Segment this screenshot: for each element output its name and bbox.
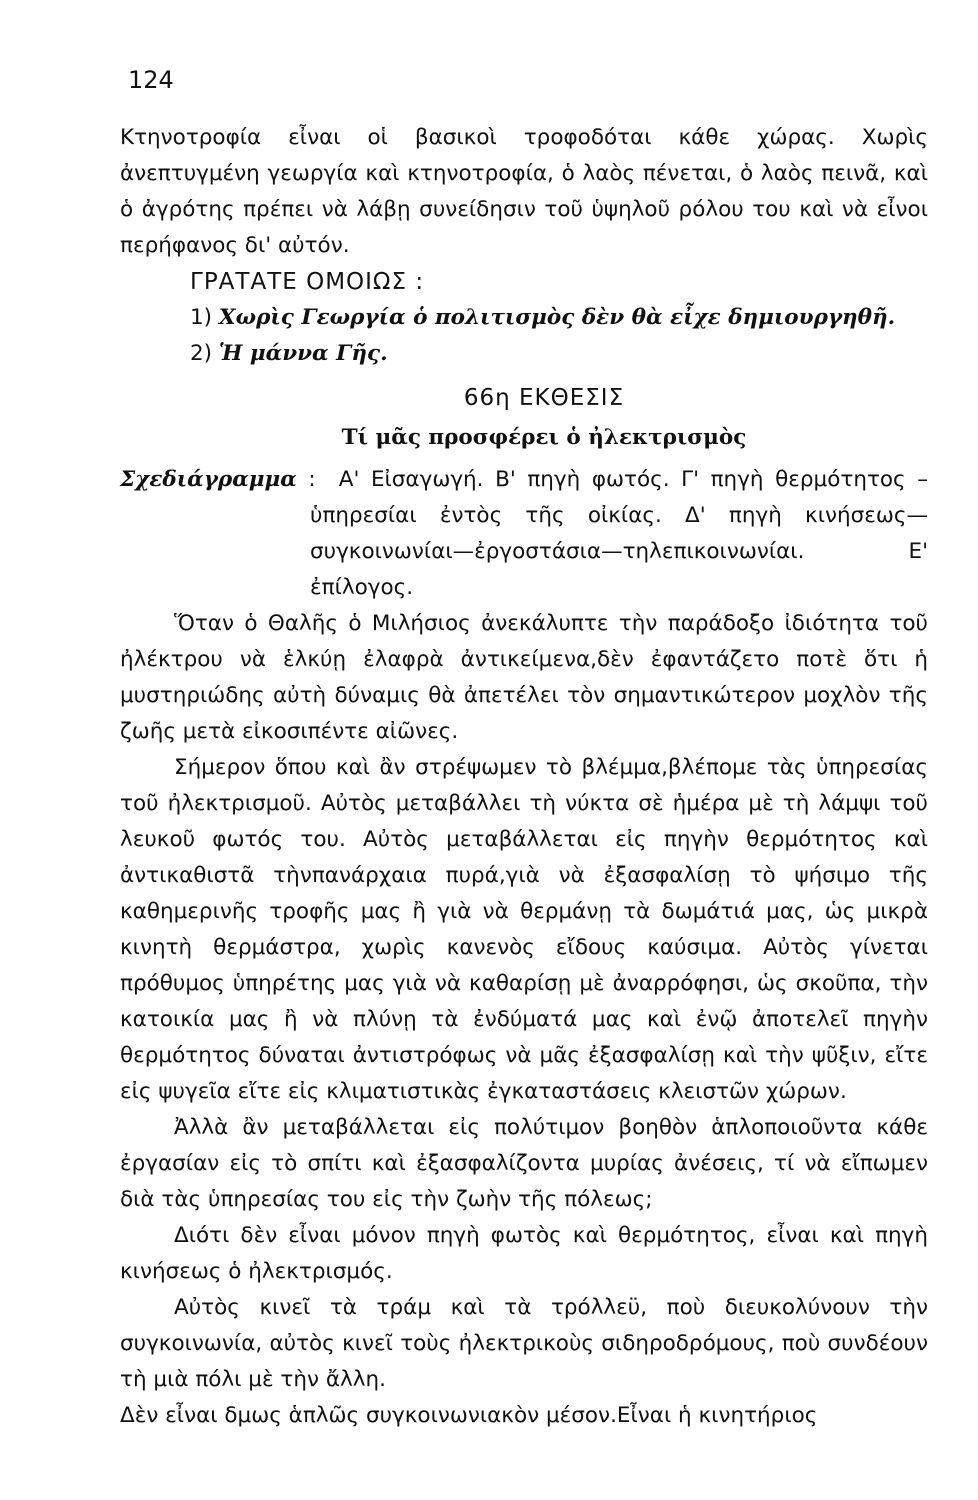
outline-colon: : bbox=[296, 467, 339, 492]
essay-paragraph: Αὐτὸς κινεῖ τὰ τράμ καὶ τὰ τρόλλεϋ, ποὺ διευκολύνουν τὴν συγκοινωνία, αὐτὸς κινεῖ τοὺς ἠλεκτρικοὺς σιδηροδρόμους, ποὺ συνδέουν τὴ μιὰ πόλι μὲ τὴν ἄλλη. bbox=[120, 1295, 928, 1392]
essay-paragraph: Σήμερον ὅπου καὶ ἂν στρέψωμεν τὸ βλέμμα,βλέπομε τὰς ὑπηρεσίας τοῦ ἠλεκτρισμοῦ. Αὐτὸς μεταβάλλει τὴ νύκτα σὲ ἡμέρα μὲ τὴ λάμψι τοῦ λευκοῦ φωτός του. Αὐτὸς μεταβάλλεται εἰς πηγὴν θερμότητος καὶ ἀντικαθιστᾶ τὴνπανάρχαια πυρά,γιὰ νὰ ἐξασφαλίσῃ τὸ ψήσιμο τῆς καθημερινῆς τροφῆς μας ἢ γιὰ νὰ θερμάνῃ τὰ δωμάτιά μας, ὡς μικρὰ κινητὴ θερμάστρα, χωρὶς κανενὸς εἴδους καύσιμα. Αὐτὸς γίνεται πρόθυμος ὑπηρέτης μας γιὰ νὰ καθαρίσῃ μὲ ἀναρρόφησι, ὡς σκοῦπα, τὴν κατοικία μας ἢ νὰ πλύνῃ τὰ ἐνδύματά μας καὶ ἐνῷ ἀποτελεῖ πηγὴν θερμότητος δύναται ἀντιστρόφως νὰ μᾶς ἐξασφαλίσῃ καὶ τὴν ψῦξιν, εἴτε εἰς ψυγεῖα εἴτε εἰς κλιματιστικὰς ἐγκαταστάσεις κλειστῶν χώρων. bbox=[120, 755, 928, 1104]
essay-title: Τί μᾶς προσφέρει ὁ ἠλεκτρισμὸς bbox=[341, 425, 747, 450]
topic-number: 1) bbox=[190, 305, 213, 330]
outline-text: Α' Εἰσαγωγή. Β' πηγὴ φωτός. Γ' πηγὴ θερμότητος – ὑπηρεσίαι ἐντὸς τῆς οἰκίας. Δ' πηγὴ κινήσεως—συγκοινωνίαι—ἐργοστάσια—τηλεπικοινωνίαι. Ε' ἐπίλογος. bbox=[310, 467, 928, 600]
outline-label: Σχεδιάγραμμα bbox=[120, 467, 297, 492]
topic-item bbox=[120, 336, 928, 372]
page-body bbox=[120, 120, 928, 1434]
essay-outline bbox=[120, 462, 928, 606]
write-also-heading: ΓΡΑΤΑΤΕ ΟΜΟΙΩΣ : bbox=[190, 269, 425, 295]
topic-text: Ἡ μάννα Γῆς. bbox=[218, 341, 388, 366]
topic-item bbox=[120, 300, 928, 336]
essay-last-line: Δὲν εἶναι δμως ἁπλῶς συγκοινωνιακὸν μέσον.Εἶναι ἡ κινητήριος bbox=[120, 1403, 818, 1428]
essay-paragraph: Διότι δὲν εἶναι μόνον πηγὴ φωτὸς καὶ θερμότητος, εἶναι καὶ πηγὴ κινήσεως ὁ ἠλεκτρισμός. bbox=[120, 1223, 928, 1284]
page-number: 124 bbox=[128, 66, 174, 94]
topic-number: 2) bbox=[190, 341, 213, 366]
essay-number: 66η ΕΚΘΕΣΙΣ bbox=[463, 385, 625, 411]
intro-paragraph: Κτηνοτροφία εἶναι οἱ βασικοὶ τροφοδόται κάθε χώρας. Χωρὶς ἀνεπτυγμένη γεωργία καὶ κτηνοτροφία, ὁ λαὸς πένεται, ὁ λαὸς πεινᾶ, καὶ ὁ ἀγρότης πρέπει νὰ λάβῃ συνείδησιν τοῦ ὑψηλοῦ ρόλου του καὶ νὰ εἶνοι περήφανος δι' αὐτόν. bbox=[120, 125, 928, 258]
essay-paragraph: Ὅταν ὁ Θαλῆς ὁ Μιλήσιος ἀνεκάλυπτε τὴν παράδοξο ἰδιότητα τοῦ ἠλέκτρου νὰ ἑλκύῃ ἐλαφρὰ ἀντικείμενα,δὲν ἐφαντάζετο ποτὲ ὅτι ἡ μυστηριώδης αὐτὴ δύναμις θὰ ἀπετέλει τὸν σημαντικώτερον μοχλὸν τῆς ζωῆς μετὰ εἰκοσιπέντε αἰῶνες. bbox=[120, 611, 928, 744]
topic-text: Χωρὶς Γεωργία ὁ πολιτισμὸς δὲν θὰ εἶχε δημιουργηθῆ. bbox=[218, 305, 896, 330]
essay-paragraph: Ἀλλὰ ἂν μεταβάλλεται εἰς πολύτιμον βοηθὸν ἁπλοποιοῦντα κάθε ἐργασίαν εἰς τὸ σπίτι καὶ ἐξασφαλίζοντα μυρίας ἀνέσεις, τί νὰ εἴπωμεν διὰ τὰς ὑπηρεσίας του εἰς τὴν ζωὴν τῆς πόλεως; bbox=[120, 1115, 928, 1212]
